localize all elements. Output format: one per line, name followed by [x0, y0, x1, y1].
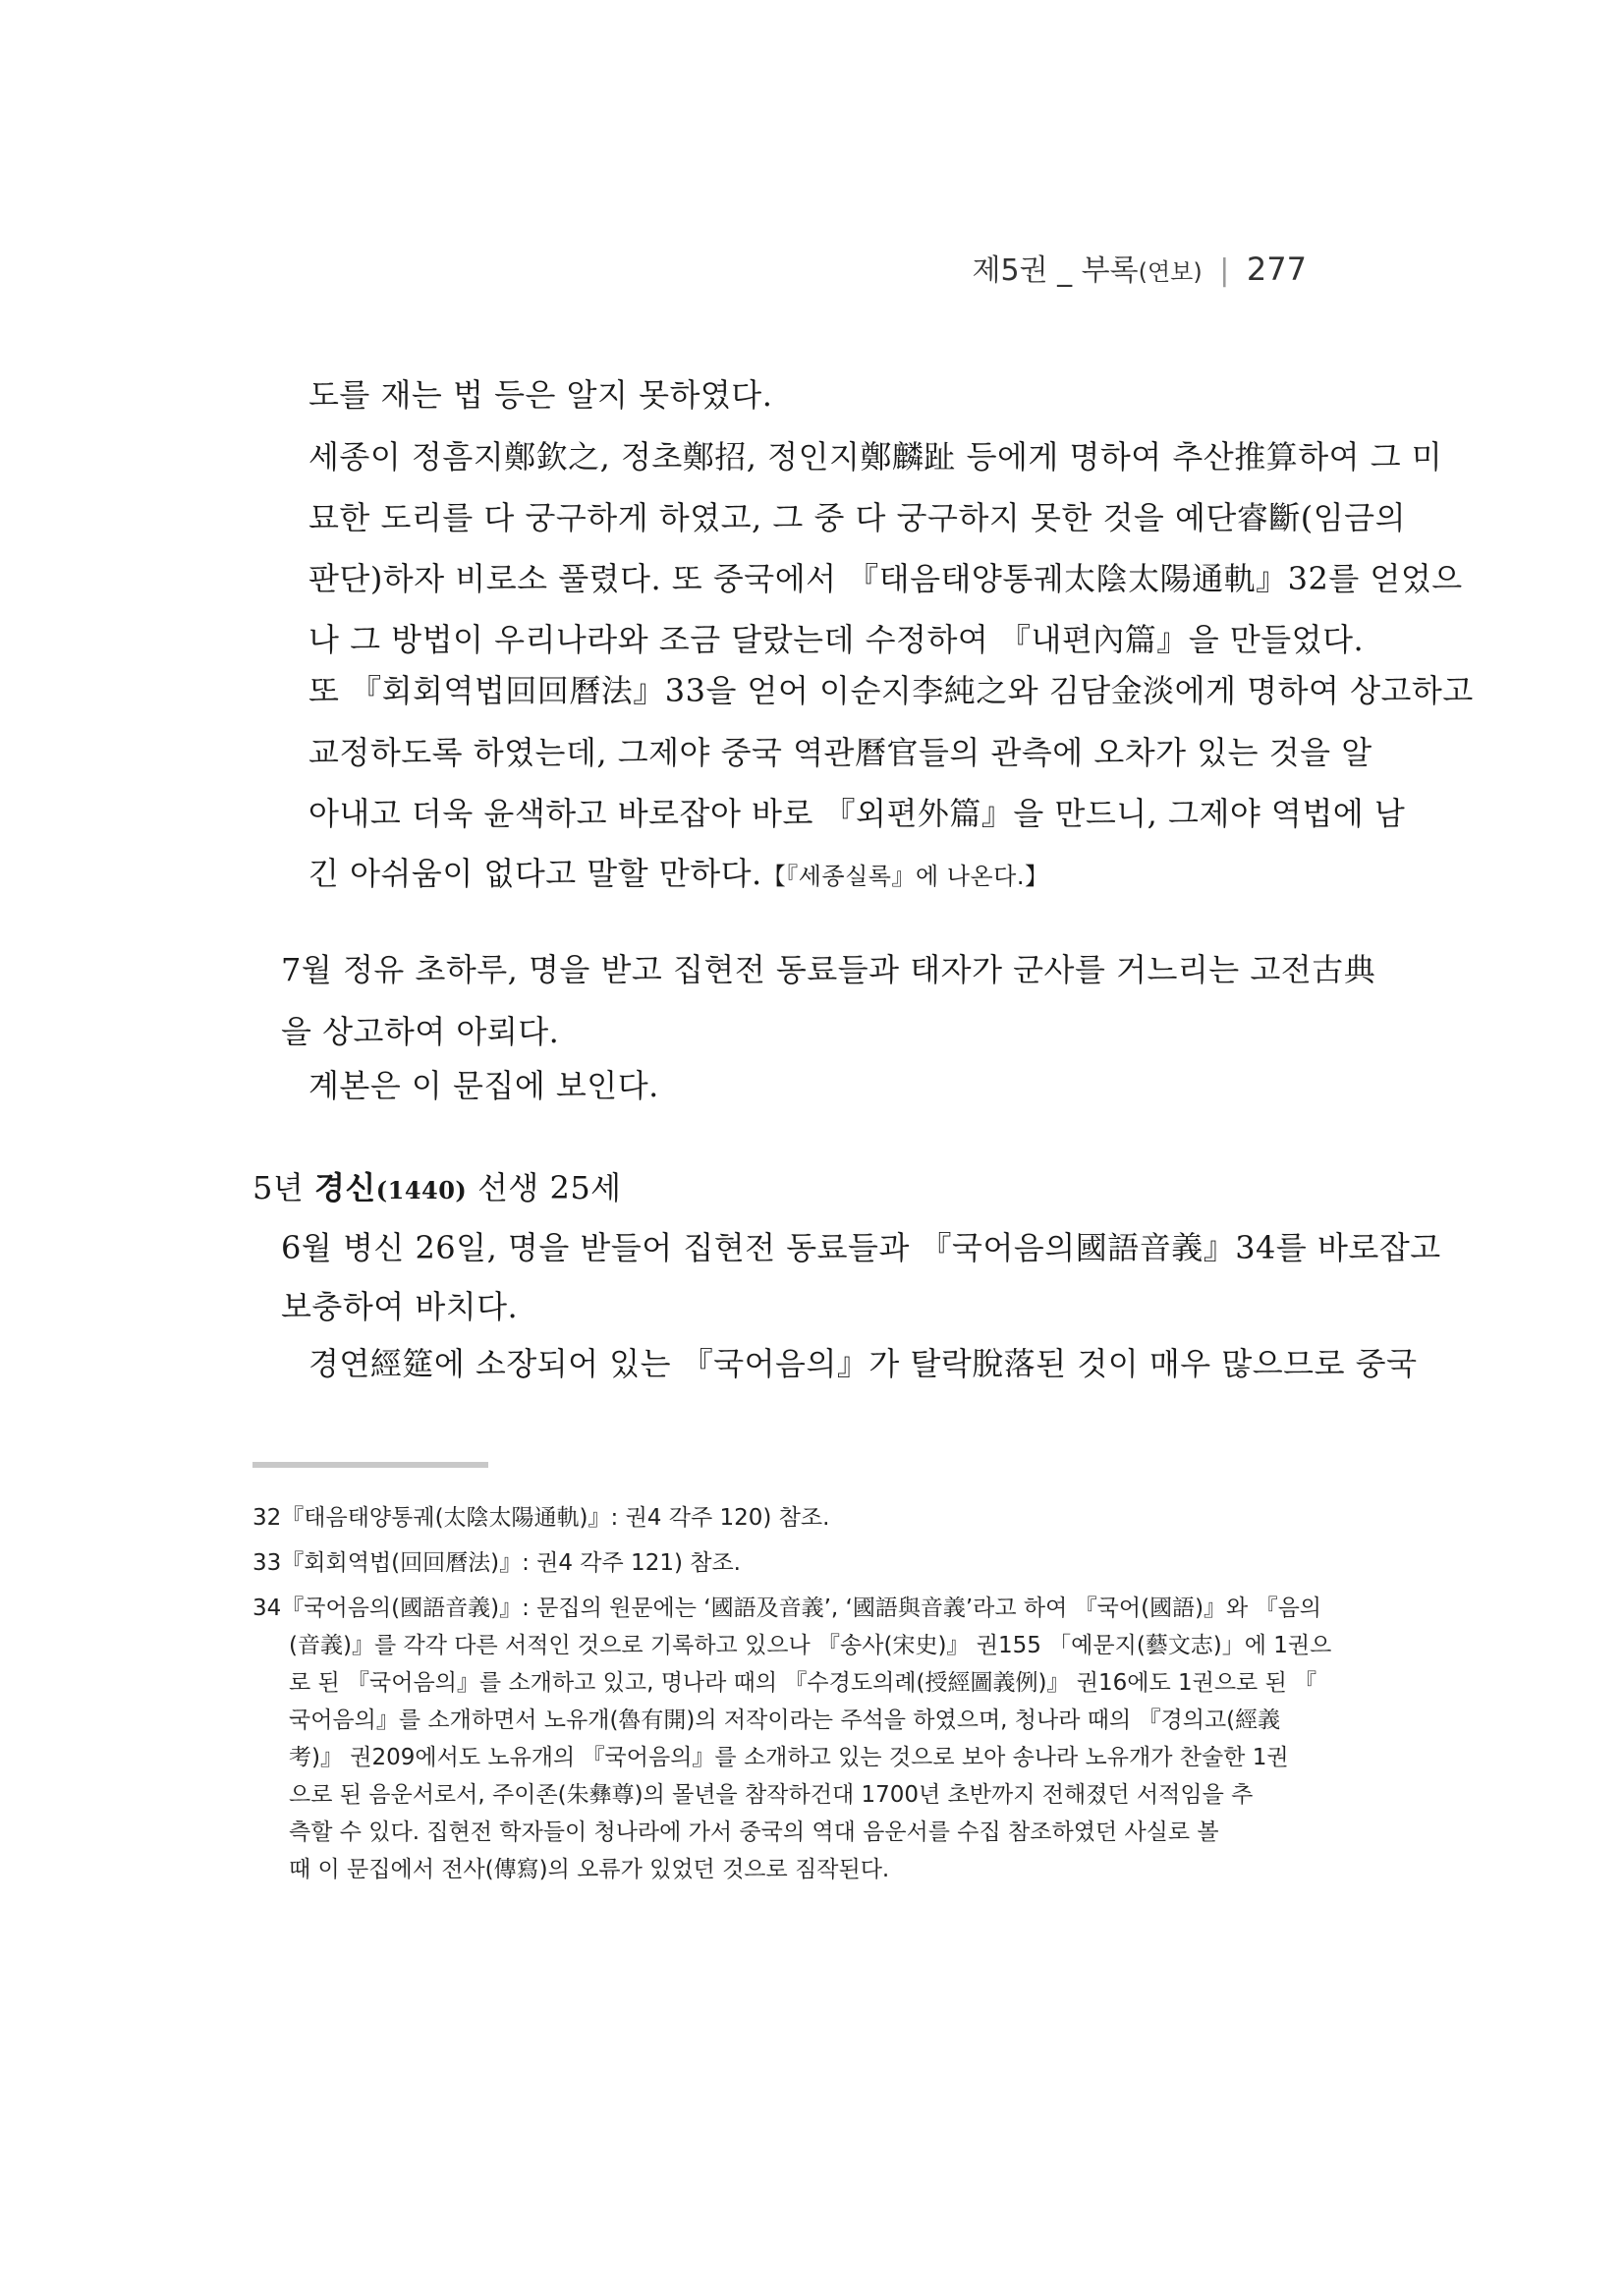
year-ganji: 경신 [313, 1169, 376, 1206]
header-section: 부록 [1081, 253, 1139, 288]
year-prefix: 5년 [252, 1169, 305, 1206]
body-line: 경연經筵에 소장되어 있는 『국어음의』가 탈락脫落된 것이 매우 많으므로 중국 [308, 1345, 1418, 1382]
body-line: 나 그 방법이 우리나라와 조금 달랐는데 수정하여 『내편內篇』을 만들었다. [308, 621, 1365, 658]
body-line [308, 854, 1048, 896]
body-line: 6월 병신 26일, 명을 받들어 집현전 동료들과 『국어음의國語音義』34를 바로잡고 [281, 1229, 1441, 1266]
running-header [973, 246, 1308, 289]
header-dash: _ [1057, 253, 1073, 288]
footnote-34-line: 국어음의』를 소개하면서 노유개(魯有開)의 저작이라는 주석을 하였으며, 청나라 때의 『경의고(經義 [289, 1708, 1281, 1733]
body-line: 세종이 정흠지鄭欽之, 정초鄭招, 정인지鄭麟趾 등에게 명하여 추산推算하여 그 미 [308, 438, 1443, 476]
footnote-34-line: 때 이 문집에서 전사(傳寫)의 오류가 있었던 것으로 짐작된다. [289, 1857, 890, 1882]
footnote-34-line: 로 된 『국어음의』를 소개하고 있고, 명나라 때의 『수경도의례(授經圖義例)』 권16에도 1권으로 된 『 [289, 1670, 1317, 1696]
body-line: 을 상고하여 아뢰다. [281, 1013, 560, 1050]
year-heading [252, 1168, 622, 1210]
header-volume: 제5권 [972, 253, 1048, 288]
year-number: (1440) [375, 1176, 468, 1204]
body-line: 또 『회회역법回回曆法』33을 얻어 이순지李純之와 김담金淡에게 명하여 상고하고 [308, 672, 1474, 709]
body-line: 보충하여 바치다. [281, 1288, 519, 1325]
body-line: 도를 재는 법 등은 알지 못하였다. [308, 376, 773, 414]
body-line: 교정하도록 하였는데, 그제야 중국 역관曆官들의 관측에 오차가 있는 것을 알 [308, 734, 1372, 771]
body-line: 계본은 이 문집에 보인다. [308, 1067, 659, 1104]
body-line: 7월 정유 초하루, 명을 받고 집현전 동료들과 태자가 군사를 거느리는 고전古典 [281, 951, 1376, 988]
footnote-32: 32『태음태양통궤(太陰太陽通軌)』: 권4 각주 120) 참조. [252, 1505, 830, 1531]
footnote-34-line: 측할 수 있다. 집현전 학자들이 청나라에 가서 중국의 역대 음운서를 수집 참조하였던 사실로 볼 [289, 1820, 1219, 1845]
footnote-34: 34『국어음의(國語音義)』: 문집의 원문에는 ‘國語及音義’, ‘國語與音義’라고 하여 『국어(國語)』와 『음의 [252, 1596, 1322, 1621]
page-number: 277 [1246, 251, 1307, 288]
header-section-sub: (연보) [1138, 258, 1203, 286]
header-separator: | [1219, 253, 1230, 288]
body-line: 묘한 도리를 다 궁구하게 하였고, 그 중 다 궁구하지 못한 것을 예단睿斷(임금의 [308, 499, 1406, 536]
body-line: 판단)하자 비로소 풀렸다. 또 중국에서 『태음태양통궤太陰太陽通軌』32를 얻었으 [308, 560, 1463, 597]
footnote-divider [252, 1462, 488, 1468]
year-age: 선생 25세 [476, 1169, 622, 1206]
footnote-34-line: 考)』 권209에서도 노유개의 『국어음의』를 소개하고 있는 것으로 보아 송나라 노유개가 찬술한 1권 [289, 1745, 1289, 1770]
source-note: 【『세종실록』에 나온다.】 [761, 863, 1049, 890]
body-line: 아내고 더욱 윤색하고 바로잡아 바로 『외편外篇』을 만드니, 그제야 역법에 남 [308, 795, 1406, 832]
footnote-33: 33『회회역법(回回曆法)』: 권4 각주 121) 참조. [252, 1550, 741, 1576]
footnote-34-line: 으로 된 음운서로서, 주이존(朱彝尊)의 몰년을 참작하건대 1700년 초반까지 전해졌던 서적임을 추 [289, 1782, 1254, 1808]
footnote-34-line: (音義)』를 각각 다른 서적인 것으로 기록하고 있으나 『송사(宋史)』 권155 「예문지(藝文志)」에 1권으 [289, 1633, 1332, 1658]
body-line-text: 긴 아쉬움이 없다고 말할 만하다. [308, 855, 762, 892]
